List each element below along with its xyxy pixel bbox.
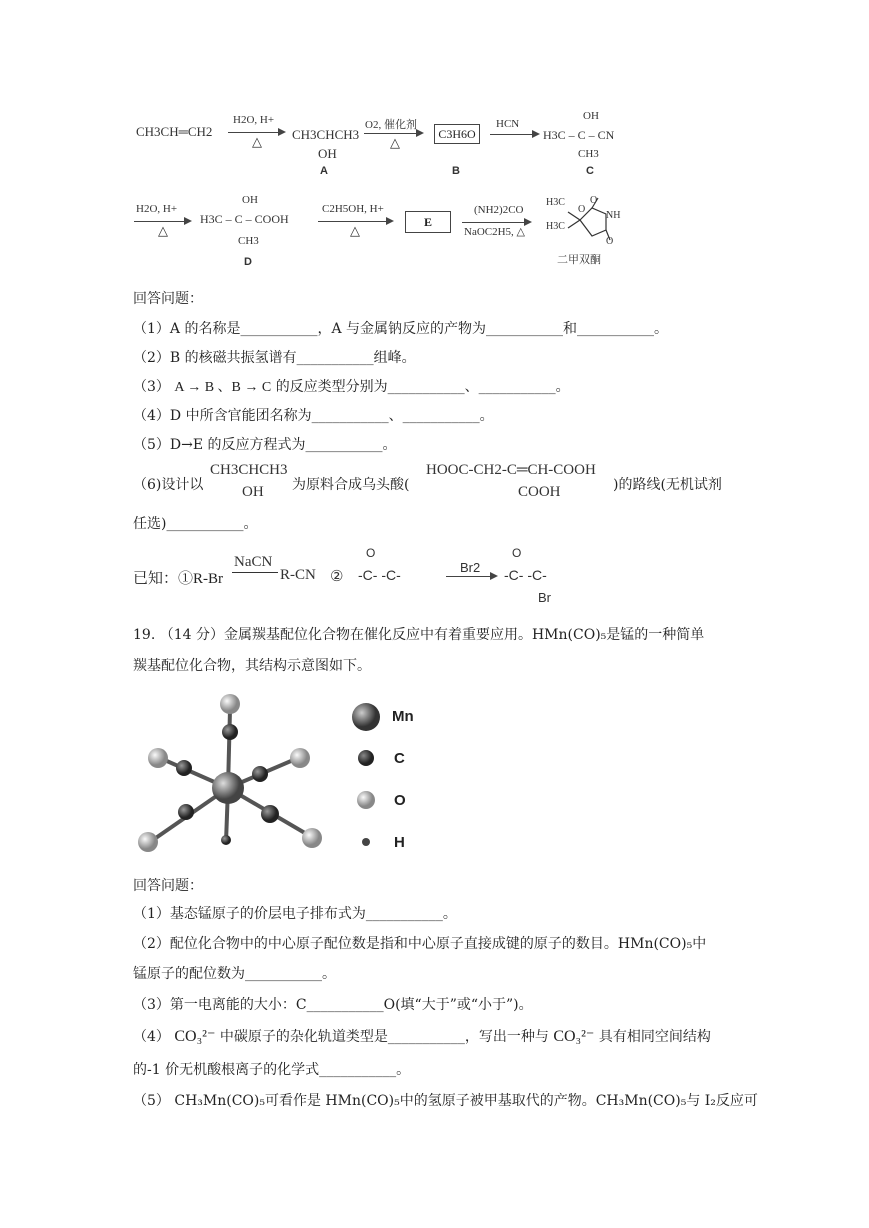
- q19-part4-line2: 的-1 价无机酸根离子的化学式___________。: [133, 1062, 411, 1078]
- atom-c-top: [222, 724, 238, 740]
- aconitic-acid-cooh: COOH: [518, 484, 561, 500]
- atom-c-right: [252, 766, 268, 782]
- dimethadione-h3c-1: H3C: [546, 197, 565, 208]
- atom-o-lower-right: [302, 828, 322, 848]
- q19-part1: （1）基态锰原子的价层电子排布式为___________。: [133, 906, 457, 922]
- q19-line2: 羰基配位化合物，其结构示意图如下。: [133, 658, 371, 674]
- q18-part2: （2）B 的核磁共振氢谱有___________组峰。: [133, 350, 416, 366]
- legend-mn: Mn: [392, 708, 414, 725]
- isopropanol-structure: CH3CHCH3: [210, 462, 288, 478]
- arrow6-condition: NaOC2H5, △: [464, 226, 526, 238]
- arrow2-condition: △: [390, 135, 400, 150]
- dimethadione-o-3: O: [606, 236, 614, 247]
- atom-o-right: [290, 748, 310, 768]
- q18-intro: 回答问题：: [133, 291, 203, 307]
- known-product-rcn: R-CN: [280, 567, 316, 583]
- legend-o-swatch: [357, 791, 375, 809]
- q19-part5: （5） CH₃Mn(CO)₅可看作是 HMn(CO)₅中的氢原子被甲基取代的产物。CH₃Mn(CO)₅与 I₂反应可: [133, 1093, 758, 1109]
- atom-o-left: [148, 748, 168, 768]
- known-right-o: O: [512, 546, 522, 560]
- compound-c-ch3: CH3: [578, 148, 599, 160]
- known-right-fragment: -C- -C-: [504, 567, 547, 583]
- compound-d: H3C – C – COOH: [200, 212, 289, 226]
- atom-o-lower-left: [138, 832, 158, 852]
- q18-part6-mid: 为原料合成乌头酸(: [292, 477, 410, 493]
- arrow1-condition: △: [252, 134, 262, 149]
- q18-part3: [133, 376, 570, 396]
- q19-part3: （3）第一电离能的大小：C___________O(填“大于”或“小于”)。: [133, 997, 533, 1013]
- q18-part4: （4）D 中所含官能团名称为___________、___________。: [133, 408, 494, 424]
- label-a: A: [320, 165, 328, 177]
- arrow3: [490, 134, 538, 135]
- arrow3-reagent: HCN: [496, 118, 520, 130]
- known-prefix: 已知：①R-Br: [133, 571, 224, 587]
- q19-part2-line1: （2）配位化合物中的中心原子配位数是指和中心原子直接成键的原子的数目。HMn(CO)₅中: [133, 936, 707, 952]
- compound-d-ch3: CH3: [238, 235, 259, 247]
- arrow1: [228, 132, 284, 133]
- arrow4: [134, 221, 190, 222]
- compound-c: H3C – C – CN: [543, 128, 615, 142]
- q19-part4-mid: 中碳原子的杂化轨道类型是___________，写出一种与: [219, 1029, 549, 1045]
- arrow5-condition: △: [350, 223, 360, 238]
- compound-b-box: C3H6O: [434, 124, 480, 144]
- legend-o: O: [394, 792, 406, 809]
- label-b: B: [452, 165, 460, 177]
- arrow6: [462, 222, 530, 223]
- dimethadione-o-2: O: [578, 204, 586, 215]
- known-reagent-br2: Br2: [460, 560, 481, 575]
- arrow1-reagent: H2O, H+: [233, 114, 275, 126]
- aconitic-acid-structure: HOOC-CH2-C═CH-COOH: [426, 462, 596, 478]
- q18-part1: （1）A 的名称是___________，A 与金属钠反应的产物为___________和___________。: [133, 321, 669, 337]
- legend-mn-swatch: [352, 703, 380, 731]
- hmn-co5-structure: [130, 682, 340, 862]
- carbonate-ion-1: CO₃²⁻: [174, 1028, 216, 1045]
- compound-a-oh: OH: [318, 146, 337, 161]
- dimethadione-o-1: O: [590, 195, 598, 206]
- atom-c-lower-right: [261, 805, 279, 823]
- atom-o-top: [220, 694, 240, 714]
- atom-mn: [212, 772, 244, 804]
- atom-c-left: [176, 760, 192, 776]
- q18-part3-suffix: 的反应类型分别为___________、___________。: [275, 379, 570, 395]
- arrow5: [318, 221, 392, 222]
- propene: CH3CH═CH2: [136, 124, 213, 139]
- known-circle-2: ②: [330, 569, 344, 585]
- legend-h-swatch: [362, 838, 370, 846]
- known-arrow-2: [446, 576, 496, 577]
- compound-a: CH3CHCH3: [292, 127, 360, 142]
- atom-h: [221, 835, 231, 845]
- dimethadione-nh: NH: [606, 210, 621, 221]
- compound-d-oh: OH: [242, 194, 258, 206]
- known-left-fragment: -C- -C-: [358, 567, 401, 583]
- q19-part4-line1: [133, 1026, 711, 1046]
- arrow2: [364, 133, 422, 134]
- atom-c-lower-left: [178, 804, 194, 820]
- legend-swatches: [350, 700, 386, 860]
- dimethadione-label: 二甲双酮: [557, 254, 601, 266]
- known-left-o: O: [366, 546, 376, 560]
- q18-part6-line2: 任选)___________。: [133, 516, 258, 532]
- q18-part6-suffix: )的路线(无机试剂: [613, 477, 722, 493]
- q18-part3-prefix: （3）: [133, 379, 170, 395]
- compound-c-oh: OH: [583, 110, 599, 122]
- legend-c-swatch: [358, 750, 374, 766]
- legend-h: H: [394, 834, 405, 851]
- known-right-br: Br: [538, 590, 551, 605]
- label-c: C: [586, 165, 594, 177]
- carbonate-ion-2: CO₃²⁻: [553, 1028, 595, 1045]
- arrow4-reagent: H2O, H+: [136, 203, 178, 215]
- dimethadione-h3c-2: H3C: [546, 221, 565, 232]
- compound-e-box: E: [405, 211, 451, 233]
- known-reagent-nacn: NaCN: [234, 554, 273, 570]
- q19-part4-prefix: （4）: [133, 1029, 170, 1045]
- arrow2-reagent: O2, 催化剂: [365, 119, 417, 131]
- label-d: D: [244, 256, 252, 268]
- q19-line1: 19. （14 分）金属羰基配位化合物在催化反应中有着重要应用。HMn(CO)₅是锰的一种简单: [133, 627, 705, 643]
- q18-part5: （5）D→E 的反应方程式为___________。: [133, 437, 397, 453]
- q18-part3-math: A → B 、B → C: [174, 380, 272, 395]
- arrow6-reagent: (NH2)2CO: [474, 204, 524, 216]
- q19-intro: 回答问题：: [133, 878, 203, 894]
- legend-c: C: [394, 750, 405, 767]
- q18-part6-prefix: （6)设计以: [133, 477, 204, 493]
- q19-part2-line2: 锰原子的配位数为___________。: [133, 966, 336, 982]
- arrow4-condition: △: [158, 223, 168, 238]
- known-arrow-1: [232, 572, 278, 573]
- arrow5-reagent: C2H5OH, H+: [322, 203, 384, 215]
- atom-legend: [350, 700, 470, 860]
- isopropanol-oh: OH: [242, 484, 264, 500]
- q19-part4-suffix: 具有相同空间结构: [598, 1029, 711, 1045]
